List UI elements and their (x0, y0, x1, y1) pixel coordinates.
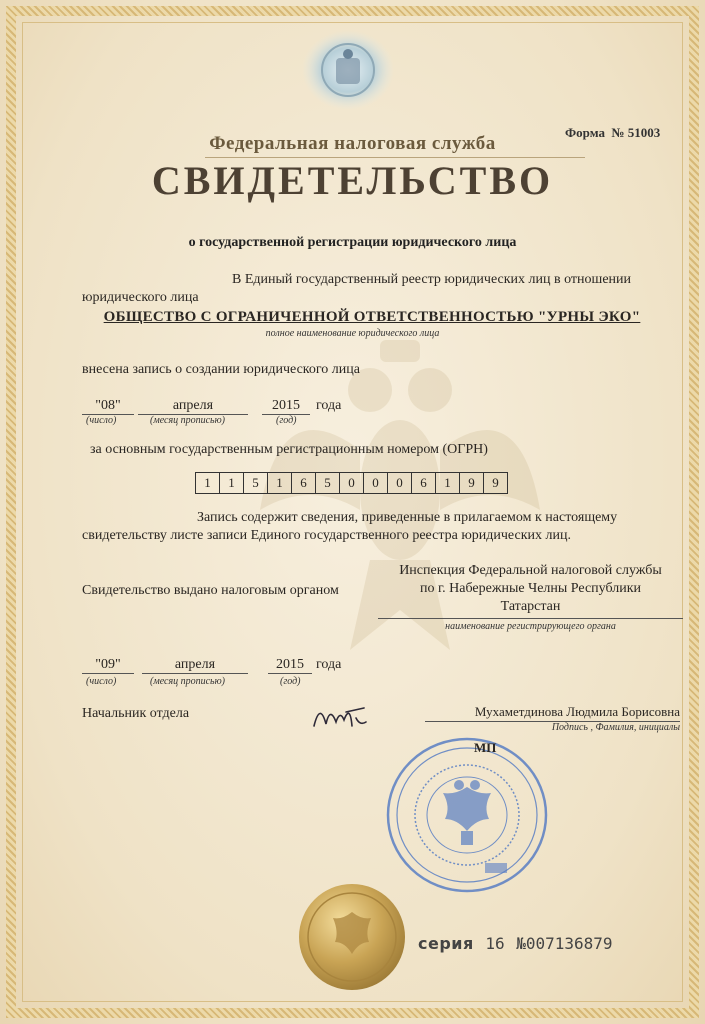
issue-year: 2015 (268, 657, 312, 674)
authority-line-1: Инспекция Федеральной налоговой службы (399, 563, 662, 578)
issue-year-word: года (316, 657, 342, 672)
ogrn-digit: 9 (460, 473, 484, 493)
entry-year: 2015 (262, 398, 310, 415)
authority-line-3: Татарстан (500, 599, 561, 614)
company-name: ОБЩЕСТВО С ОГРАНИЧЕННОЙ ОТВЕТСТВЕННОСТЬЮ "УРНЫ ЭКО" (103, 309, 641, 325)
authority-underline (378, 618, 683, 619)
ogrn-boxes (195, 472, 508, 494)
ogrn-digit: 5 (244, 473, 268, 493)
entry-day-caption: (число) (86, 415, 117, 426)
gold-seal-icon (297, 882, 407, 992)
mp-mark: МП (474, 740, 497, 755)
ogrn-digit: 1 (196, 473, 220, 493)
series-label: серия (418, 934, 474, 953)
entry-year-caption: (год) (276, 415, 297, 426)
issuing-service: Федеральная налоговая служба (209, 133, 496, 154)
ogrn-digit: 0 (388, 473, 412, 493)
authority-line-2: по г. Набережные Челны Республики (419, 581, 642, 596)
issue-day-caption: (число) (86, 676, 117, 687)
sign-caption: Подпись , Фамилия, инициалы (551, 722, 680, 733)
ogrn-digit: 9 (492, 475, 499, 490)
document-subtitle: о государственной регистрации юридического лица (188, 235, 517, 250)
entry-day: "08" (82, 398, 134, 415)
series-value: 16 (485, 934, 505, 953)
entry-month: апреля (138, 398, 248, 415)
intro-line-1: В Единый государственный реестр юридических лиц в отношении (232, 272, 632, 287)
form-number: Форма № 51003 (565, 125, 661, 140)
series-number (418, 934, 613, 953)
eagle-watermark-icon (250, 330, 550, 670)
entry-year-word: года (316, 398, 342, 413)
ogrn-digit: 1 (436, 473, 460, 493)
document-title: СВИДЕТЕЛЬСТВО (151, 158, 554, 203)
authority-caption: наименование регистрирующего органа (445, 621, 616, 632)
issue-month: апреля (142, 657, 248, 674)
ogrn-text: за основным государственным регистрационным номером (ОГРН) (90, 442, 488, 457)
hologram-emblem-icon (300, 28, 396, 112)
issue-day: "09" (82, 657, 134, 674)
ogrn-digit: 6 (412, 473, 436, 493)
entry-month-caption: (месяц прописью) (150, 415, 225, 426)
stamp-seal-icon (385, 735, 550, 895)
ogrn-digit: 0 (340, 473, 364, 493)
ogrn-digit: 1 (268, 473, 292, 493)
ogrn-digit: 0 (364, 473, 388, 493)
signature-icon (308, 696, 370, 736)
signer-name: Мухаметдинова Людмила Борисовна (425, 704, 680, 722)
intro-line-2: юридического лица (82, 290, 199, 305)
ogrn-digit: 1 (220, 473, 244, 493)
issuing-authority (378, 562, 683, 616)
issued-by-label: Свидетельство выдано налоговым органом (82, 583, 339, 598)
certificate-number: №007136879 (516, 934, 613, 953)
issue-month-caption: (месяц прописью) (150, 676, 225, 687)
record-line-2: свидетельству листе записи Единого государственного реестра юридических лиц. (82, 528, 571, 543)
record-line-1: Запись содержит сведения, приведенные в прилагаемом к настоящему (197, 510, 618, 525)
ogrn-digit: 5 (316, 473, 340, 493)
issue-year-caption: (год) (280, 676, 301, 687)
head-label: Начальник отдела (82, 706, 190, 721)
company-caption: полное наименование юридического лица (265, 328, 440, 339)
ogrn-digit: 6 (292, 473, 316, 493)
entry-text: внесена запись о создании юридического лица (82, 362, 360, 377)
